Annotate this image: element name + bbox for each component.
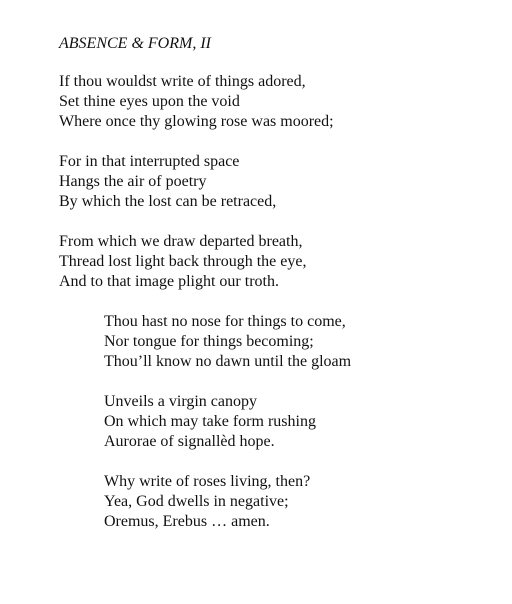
stanza-2	[59, 152, 276, 212]
stanza-4	[104, 312, 351, 372]
poem-line: And to that image plight our troth.	[59, 273, 279, 290]
poem-line: Set thine eyes upon the void	[59, 93, 240, 110]
poem-line: Hangs the air of poetry	[59, 173, 207, 190]
poem-line: For in that interrupted space	[59, 153, 240, 170]
poem-line: On which may take form rushing	[104, 413, 316, 430]
poem-line: Aurorae of signallèd hope.	[104, 433, 275, 450]
stanza-1	[59, 72, 334, 132]
poem-line: If thou wouldst write of things adored,	[59, 73, 306, 90]
poem-line: Oremus, Erebus … amen.	[104, 513, 270, 530]
poem-line: Thou hast no nose for things to come,	[104, 313, 346, 330]
poem-title: ABSENCE & FORM, II	[59, 35, 211, 52]
stanza-5	[104, 392, 316, 452]
poem-line: Unveils a virgin canopy	[104, 393, 258, 410]
poem-line: Why write of roses living, then?	[104, 473, 311, 490]
poem-line: From which we draw departed breath,	[59, 233, 303, 250]
poem-line: Yea, God dwells in negative;	[104, 493, 289, 510]
poem-line: Thou’ll know no dawn until the gloam	[104, 353, 352, 370]
poem-line: By which the lost can be retraced,	[59, 193, 277, 210]
poem-line: Thread lost light back through the eye,	[59, 253, 307, 270]
stanza-6	[104, 472, 310, 532]
poem-line: Where once thy glowing rose was moored;	[59, 113, 334, 130]
poem-line: Nor tongue for things becoming;	[104, 333, 314, 350]
stanza-3	[59, 232, 306, 292]
